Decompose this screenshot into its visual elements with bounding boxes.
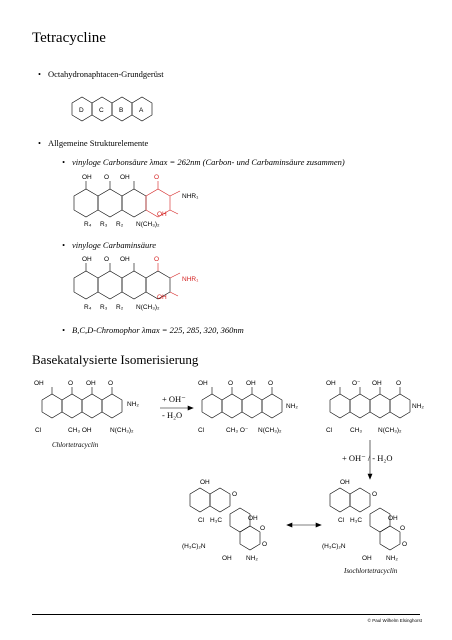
svg-text:O: O — [260, 525, 266, 532]
caption-chlortetracyclin: Chlortetracyclin — [52, 441, 99, 449]
svg-text:(H₃C)₂N: (H₃C)₂N — [182, 543, 206, 550]
structure-intermediate-2 — [330, 387, 410, 418]
svg-text:OH: OH — [198, 380, 208, 387]
svg-text:OH: OH — [362, 555, 372, 562]
svg-text:R₃: R₃ — [100, 304, 108, 311]
svg-text:N(CH₃)₂: N(CH₃)₂ — [378, 427, 402, 434]
reagent-oh: + OH⁻ — [162, 394, 186, 404]
svg-text:O: O — [154, 174, 160, 181]
svg-text:N(CH₃)₂: N(CH₃)₂ — [110, 427, 134, 434]
caption-isochlortetracyclin: Isochlortetracyclin — [344, 567, 398, 575]
svg-text:R₂: R₂ — [116, 221, 124, 228]
svg-text:R₃: R₃ — [100, 221, 108, 228]
svg-text:R₄: R₄ — [84, 221, 92, 228]
svg-text:O: O — [154, 256, 160, 263]
bullet-vinyloge-carbaminsaeure: • vinyloge Carbaminsäure — [62, 240, 156, 250]
svg-text:CH₃: CH₃ — [350, 427, 363, 434]
svg-text:O: O — [108, 380, 114, 387]
bullet-octahydronaphtacen: • Octahydronaphtacen-Grundgerüst — [38, 69, 164, 79]
svg-text:NH₂: NH₂ — [246, 555, 258, 562]
ring-label-b: B — [119, 107, 124, 114]
svg-text:CH₃ OH: CH₃ OH — [68, 427, 92, 434]
svg-text:OH: OH — [157, 211, 167, 218]
svg-text:R₄: R₄ — [84, 304, 92, 311]
svg-text:Cl: Cl — [326, 427, 333, 434]
svg-text:O: O — [232, 491, 238, 498]
svg-text:NHR₁: NHR₁ — [182, 193, 199, 200]
svg-text:OH: OH — [248, 515, 258, 522]
svg-text:H₃C: H₃C — [210, 517, 223, 524]
svg-text:O⁻: O⁻ — [352, 380, 361, 387]
svg-text:OH: OH — [120, 256, 130, 263]
svg-text:OH: OH — [222, 555, 232, 562]
svg-text:OH: OH — [246, 380, 256, 387]
structure-intermediate-1 — [202, 387, 282, 418]
ring-label-a: A — [139, 107, 144, 114]
ring-label-c: C — [99, 107, 104, 114]
bullet-chromophor: • B,C,D-Chromophor λmax = 225, 285, 320, 360nm — [62, 325, 244, 335]
svg-text:OH: OH — [388, 515, 398, 522]
svg-text:O: O — [228, 380, 234, 387]
bullet-vinyloge-carbonsaeure: • vinyloge Carbonsäure λmax = 262nm (Carbon- und Carbaminsäure zusammen) — [62, 157, 345, 167]
svg-text:NH₂: NH₂ — [412, 403, 424, 410]
svg-text:NHR₁: NHR₁ — [182, 276, 199, 283]
svg-text:NH₂: NH₂ — [286, 403, 298, 410]
svg-text:(H₃C)₂N: (H₃C)₂N — [322, 543, 346, 550]
svg-text:N(CH₃)₂: N(CH₃)₂ — [258, 427, 282, 434]
page-title: Tetracycline — [32, 30, 106, 46]
svg-text:O: O — [402, 541, 408, 548]
svg-text:O: O — [104, 174, 110, 181]
svg-text:O: O — [104, 256, 110, 263]
svg-text:OH: OH — [372, 380, 382, 387]
section-title-isomerisierung: Basekatalysierte Isomerisierung — [32, 352, 199, 367]
svg-text:H₃C: H₃C — [350, 517, 363, 524]
svg-text:R₂: R₂ — [116, 304, 124, 311]
svg-text:OH: OH — [340, 479, 350, 486]
svg-text:OH: OH — [120, 174, 130, 181]
reagent-oh-h2o: + OH⁻ / - H₂O — [342, 453, 393, 463]
svg-text:OH: OH — [34, 380, 44, 387]
svg-text:OH: OH — [326, 380, 336, 387]
svg-text:O: O — [268, 380, 274, 387]
svg-text:OH: OH — [82, 174, 92, 181]
svg-text:Cl: Cl — [198, 427, 205, 434]
svg-text:O: O — [372, 491, 378, 498]
svg-text:O: O — [262, 541, 268, 548]
svg-text:OH: OH — [157, 294, 167, 301]
svg-text:O: O — [68, 380, 74, 387]
svg-text:O: O — [400, 525, 406, 532]
svg-text:OH: OH — [86, 380, 96, 387]
ring-label-d: D — [79, 107, 84, 114]
footer-copyright: © Paul Wilhelm Elsinghorst — [367, 618, 422, 623]
svg-text:O: O — [396, 380, 402, 387]
svg-text:Cl: Cl — [35, 427, 42, 434]
svg-text:CH₃ O⁻: CH₃ O⁻ — [226, 427, 249, 434]
equilibrium-arrow — [287, 523, 321, 527]
footer-divider — [32, 614, 420, 615]
svg-text:NH₂: NH₂ — [127, 401, 139, 408]
svg-text:NH₂: NH₂ — [386, 555, 398, 562]
svg-text:Cl: Cl — [198, 517, 205, 524]
structure-chlortetracyclin — [42, 387, 122, 418]
svg-text:OH: OH — [82, 256, 92, 263]
svg-text:N(CH₃)₂: N(CH₃)₂ — [136, 304, 160, 311]
reagent-h2o: - H₂O — [162, 410, 183, 420]
svg-text:N(CH₃)₂: N(CH₃)₂ — [136, 221, 160, 228]
svg-text:OH: OH — [200, 479, 210, 486]
bullet-strukturelemente: • Allgemeine Strukturelemente — [38, 138, 149, 148]
svg-text:Cl: Cl — [338, 517, 345, 524]
